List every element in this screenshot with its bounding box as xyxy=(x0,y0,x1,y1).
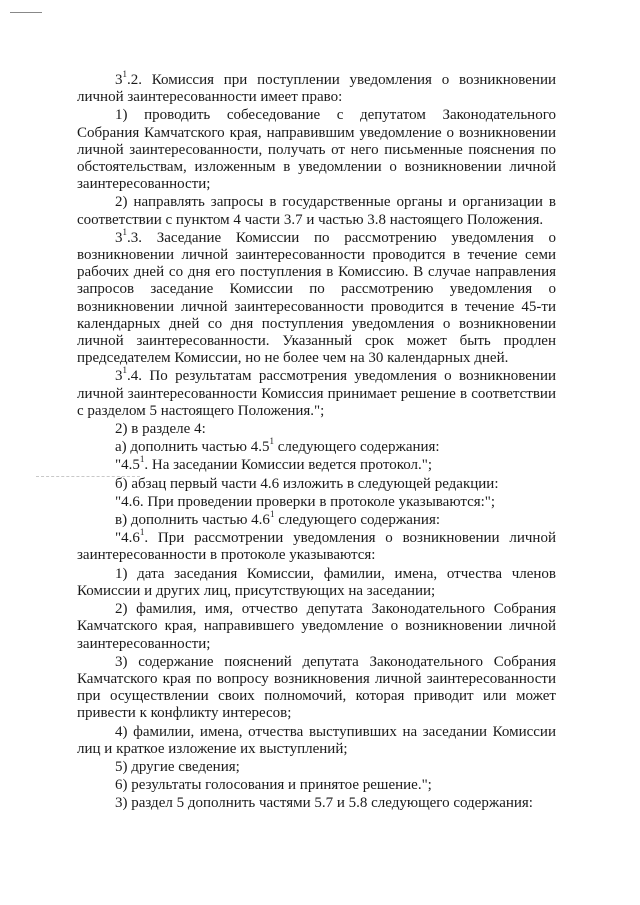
paragraph-superscript: 1 xyxy=(139,454,145,465)
paragraph-p12 xyxy=(77,527,556,564)
paragraph-p18 xyxy=(77,777,556,794)
paragraph-prefix: а) дополнить частью 4.5 xyxy=(115,439,270,456)
paragraph-text: 1) проводить собеседование с депутатом Законодательного Собрания Камчатского края, направившим уведомление о возникновении личной заинтересованности, получать от него письменные пояснения по обстоятельствам, изложенным в уведомлении о возникновении личной заинтересованности; xyxy=(77,107,556,193)
paragraph-p11 xyxy=(77,509,556,529)
paragraph-text: 2) направлять запросы в государственные органы и организации в соответствии с пунктом 4 части 3.7 и частью 3.8 настоящего Положения. xyxy=(77,194,556,228)
paragraph-text: 3) раздел 5 дополнить частями 5.7 и 5.8 следующего содержания: xyxy=(115,795,533,812)
paragraph-prefix: "4.6 xyxy=(115,530,140,547)
paragraph-p6 xyxy=(77,421,556,438)
paragraph-p8 xyxy=(77,454,556,474)
scan-corner-mark xyxy=(10,12,42,13)
paragraph-p5 xyxy=(77,365,556,420)
paragraph-p7 xyxy=(77,436,556,456)
paragraph-prefix: б) абзац первый части 4.6 изложить в следующей редакции: xyxy=(115,475,499,492)
paragraph-superscript: 1 xyxy=(139,527,145,538)
paragraph-superscript: 1 xyxy=(269,436,275,447)
paragraph-p16 xyxy=(77,724,556,758)
paragraph-text: 4) фамилии, имена, отчества выступивших на заседании Комиссии лиц и краткое изложение их выступлений; xyxy=(77,723,556,757)
paragraph-text: следующего содержания: xyxy=(274,512,441,529)
paragraph-text: 5) другие сведения; xyxy=(115,758,240,775)
paragraph-p14 xyxy=(77,601,556,653)
paragraph-text: следующего содержания: xyxy=(274,439,440,456)
paragraph-text: .3. Заседание Комиссии по рассмотрению уведомления о возникновении личной заинтересованности проводится в течение семи рабочих дней со дня его поступления в Комиссию. В случае направления запросов заседание Комиссии по рассмотрению уведомления о возникновении личной заинтересованности проводится в течение 45-ти календарных дней со дня поступления уведомления о возникновении личной заинтересованности. Указанный срок может быть продлен председателем Комиссии, но не более чем на 30 календарных дней. xyxy=(77,229,556,367)
paragraph-text: . При рассмотрении уведомления о возникновении личной заинтересованности в протоколе указываются: xyxy=(77,530,556,564)
paragraph-prefix: 3 xyxy=(115,229,123,246)
paragraph-p1 xyxy=(77,69,556,106)
paragraph-text: 6) результаты голосования и принятое решение."; xyxy=(115,777,432,794)
document-body xyxy=(77,69,556,813)
paragraph-p4 xyxy=(77,226,556,368)
paragraph-p2 xyxy=(77,107,556,193)
paragraph-text: . На заседании Комиссии ведется протокол."; xyxy=(144,457,433,474)
scan-fold-line xyxy=(36,476,140,477)
paragraph-text: .4. По результатам рассмотрения уведомления о возникновении личной заинтересованности Комиссия принимает решение в соответствии с разделом 5 настоящего Положения."; xyxy=(77,368,556,419)
paragraph-text: 1) дата заседания Комиссии, фамилии, имена, отчества членов Комиссии и других лиц, присутствующих на заседании; xyxy=(77,565,556,599)
paragraph-p15 xyxy=(77,654,556,723)
paragraph-text: 2) фамилия, имя, отчество депутата Законодательного Собрания Камчатского края, направившего уведомление о возникновении личной заинтересованности; xyxy=(77,601,556,652)
paragraph-p19 xyxy=(77,795,556,812)
paragraph-superscript: 1 xyxy=(122,365,127,376)
paragraph-prefix: "4.5 xyxy=(115,457,140,474)
paragraph-superscript: 1 xyxy=(269,509,275,520)
paragraph-prefix: "4.6. При проведении проверки в протоколе указываются:"; xyxy=(115,493,496,510)
paragraph-prefix: 2) в разделе 4: xyxy=(115,421,206,438)
paragraph-text: 3) содержание пояснений депутата Законодательного Собрания Камчатского края по вопросу возникновения личной заинтересованности при осуществлении своих полномочий, которая приводит или может привести к конфликту интересов; xyxy=(77,653,556,722)
paragraph-prefix: 3 xyxy=(115,72,123,88)
paragraph-superscript: 1 xyxy=(122,69,127,79)
paragraph-p3 xyxy=(77,194,556,228)
paragraph-text: .2. Комиссия при поступлении уведомления о возникновении личной заинтересованности имеет право: xyxy=(77,72,556,106)
paragraph-superscript: 1 xyxy=(122,226,127,237)
paragraph-prefix: в) дополнить частью 4.6 xyxy=(115,512,270,529)
paragraph-p10 xyxy=(77,494,556,511)
paragraph-prefix: 3 xyxy=(115,368,123,385)
paragraph-p13 xyxy=(77,566,556,600)
paragraph-p17 xyxy=(77,759,556,776)
paragraph-p9 xyxy=(77,476,556,493)
